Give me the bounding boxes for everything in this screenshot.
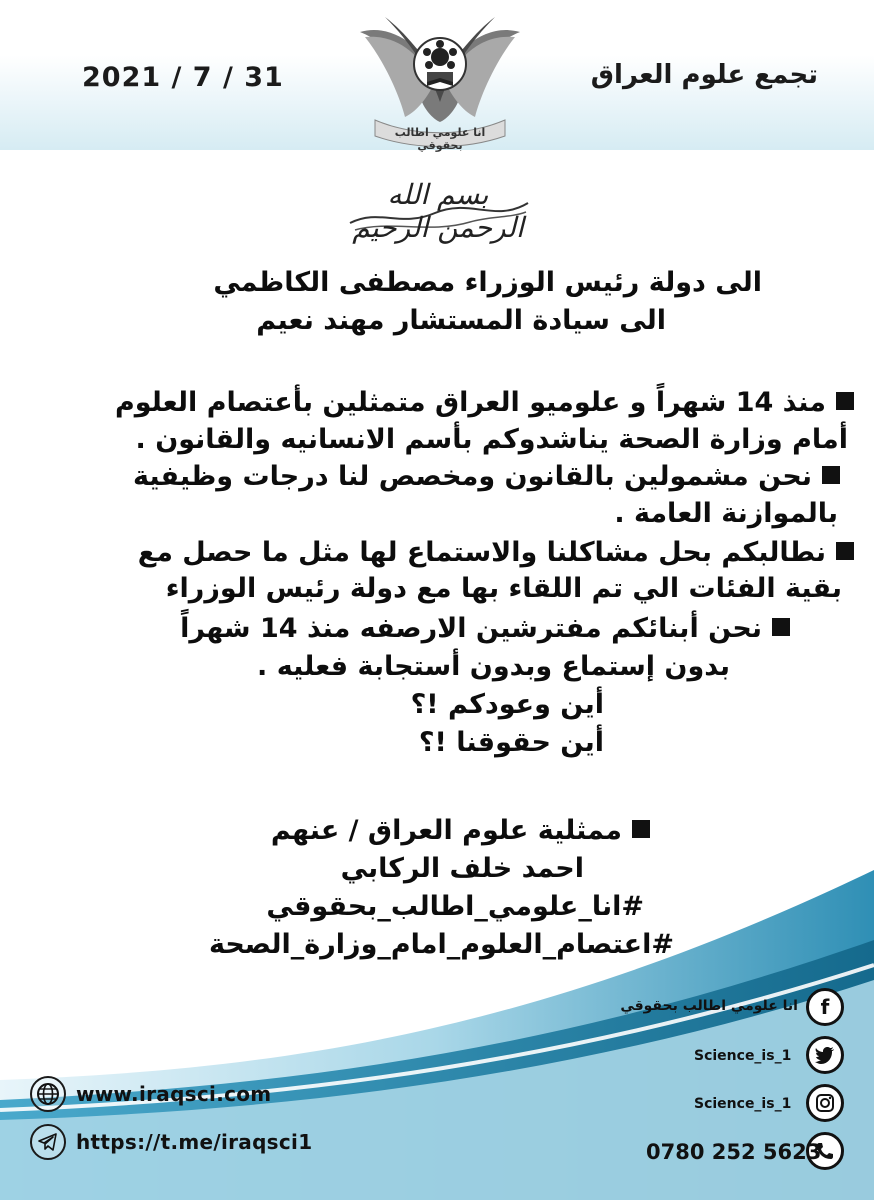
paragraph-1-line-2: أمام وزارة الصحة يناشدوكم بأسم الانسانيه والقانون . bbox=[135, 424, 848, 455]
hashtag-1: #انا_علومي_اطالب_بحقوقي bbox=[266, 891, 644, 922]
header bbox=[0, 0, 874, 150]
bullet-square-icon bbox=[822, 466, 840, 484]
phone-number[interactable]: 0780 252 5623 bbox=[646, 1140, 822, 1164]
signature-line-1 bbox=[271, 813, 650, 849]
telegram-link[interactable]: https://t.me/iraqsci1 bbox=[76, 1130, 313, 1154]
paragraph-2-line-1 bbox=[133, 459, 840, 495]
bullet-square-icon bbox=[772, 618, 790, 636]
paragraph-1-text-1: منذ 14 شهراً و علوميو العراق متمثلين بأعتصام العلوم bbox=[114, 387, 826, 418]
paragraph-1-line-1 bbox=[115, 385, 854, 421]
bullet-square-icon bbox=[632, 820, 650, 838]
signature-name: احمد خلف الركابي bbox=[340, 853, 584, 884]
twitter-handle[interactable]: Science_is_1 bbox=[694, 1048, 792, 1064]
header-date: 2021 / 7 / 31 bbox=[82, 62, 284, 93]
website-link[interactable]: www.iraqsci.com bbox=[76, 1082, 272, 1106]
facebook-icon[interactable]: f bbox=[806, 988, 844, 1026]
addressee-line-1: الى دولة رئيس الوزراء مصطفى الكاظمي bbox=[213, 267, 762, 298]
bullet-square-icon bbox=[836, 392, 854, 410]
globe-icon bbox=[30, 1076, 66, 1112]
paragraph-3-line-1 bbox=[138, 535, 854, 571]
question-line-2: أين حقوقنا !؟ bbox=[418, 727, 604, 758]
header-org-name: تجمع علوم العراق bbox=[590, 60, 818, 90]
bullet-square-icon bbox=[836, 542, 854, 560]
basmala-calligraphy bbox=[340, 168, 536, 244]
twitter-icon[interactable] bbox=[806, 1036, 844, 1074]
paragraph-4-line-1 bbox=[180, 611, 790, 647]
logo-caption: انا علومي اطالب بحقوقي bbox=[394, 126, 486, 152]
facebook-label[interactable]: انا علومي اطالب بحقوقي bbox=[620, 998, 798, 1014]
addressee-line-2: الى سيادة المستشار مهند نعيم bbox=[256, 305, 666, 336]
signature-text-1: ممثلية علوم العراق / عنهم bbox=[270, 815, 622, 846]
paragraph-2-text-1: نحن مشمولين بالقانون ومخصص لنا درجات وظيفية bbox=[133, 461, 812, 492]
paragraph-3-text-1: نطالبكم بحل مشاكلنا والاستماع لها مثل ما حصل مع bbox=[137, 537, 826, 568]
question-line-1: أين وعودكم !؟ bbox=[410, 689, 604, 720]
paragraph-2-line-2: بالموازنة العامة . bbox=[614, 498, 838, 529]
paragraph-3-line-2: بقية الفئات الي تم اللقاء بها مع دولة رئيس الوزراء bbox=[165, 573, 842, 604]
instagram-icon[interactable] bbox=[806, 1084, 844, 1122]
footer bbox=[0, 870, 874, 1200]
basmala-text: بسم الله الرحمن الرحيم bbox=[352, 178, 524, 244]
telegram-icon bbox=[30, 1124, 66, 1160]
paragraph-4-line-2: بدون إستماع وبدون أستجابة فعليه . bbox=[257, 651, 730, 682]
instagram-handle[interactable]: Science_is_1 bbox=[694, 1096, 792, 1112]
hashtag-2: #اعتصام_العلوم_امام_وزارة_الصحة bbox=[208, 929, 674, 960]
paragraph-4-text-1: نحن أبنائكم مفترشين الارصفه منذ 14 شهراً bbox=[180, 613, 762, 644]
